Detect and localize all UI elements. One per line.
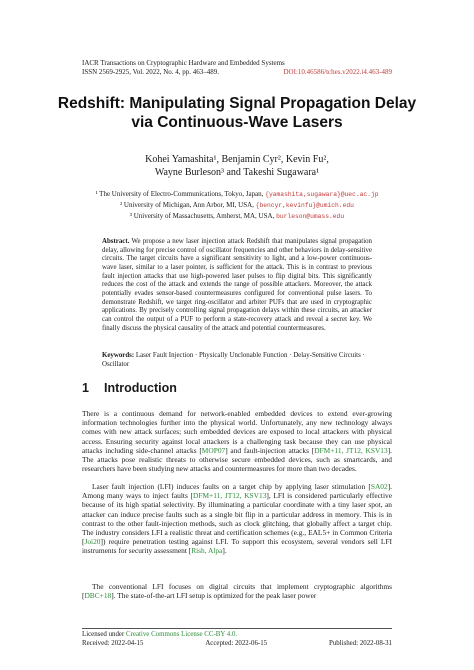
paragraph-text: Laser fault injection (LFI) induces faults on a target chip by applying laser stimulation [	[92, 482, 371, 491]
paragraph-text: ].	[222, 546, 227, 556]
affiliation-3: ³ University of Massachusetts, Amherst, MA, USA, burleson@umass.edu	[129, 212, 345, 220]
abstract-label: Abstract.	[102, 238, 130, 245]
doi-link[interactable]: DOI:10.46586/tches.v2022.i4.463-489	[283, 68, 392, 76]
citation-link[interactable]: MOP07	[201, 445, 226, 455]
paragraph	[82, 582, 392, 600]
citation-link[interactable]: DFM+11, JT12, KSV13	[314, 445, 388, 455]
section-title: Introduction	[104, 381, 177, 395]
affiliations	[40, 189, 434, 222]
received-date: Received: 2022-04-15	[82, 640, 144, 647]
keywords-label: Keywords:	[102, 352, 135, 359]
citation-link[interactable]: Joi20	[84, 537, 101, 547]
paragraph-text: ]. The state-of-the-art LFI setup is optimized for the peak laser power	[111, 591, 317, 601]
authors-line-1: Kohei Yamashita¹, Benjamin Cyr², Kevin Fu²,	[145, 154, 329, 165]
paragraph-text: ]. Among many ways to inject faults [	[82, 482, 392, 501]
footer-rule	[82, 628, 392, 629]
section-number: 1	[82, 381, 89, 395]
authors-line-2: Wayne Burleson³ and Takeshi Sugawara¹	[154, 167, 320, 178]
paragraph	[82, 409, 392, 473]
keywords	[102, 352, 372, 369]
author-list	[40, 153, 434, 179]
email-link[interactable]: burleson@umass.edu	[276, 213, 345, 220]
citation-link[interactable]: DBC+18	[84, 591, 112, 601]
title-line-2: via Continuous-Wave Lasers	[131, 114, 343, 131]
published-date: Published: 2022-08-31	[329, 640, 392, 647]
paragraph-text: There is a continuous demand for network-enabled embedded devices to extend ever-growing information technologies further into the physical world. Unfortunately, any new technology always comes with new attack surfaces; such embedded devices are exposed to local attackers with physical access. Ensuring security against local attackers is a challenging task because they can use physical attacks including side-channel attacks [	[82, 409, 392, 455]
section-heading	[82, 381, 177, 395]
paragraph-text: The conventional LFI focuses on digital circuits that implement cryptographic algorithms [	[82, 582, 392, 601]
abstract-text: We propose a new laser injection attack Redshift that manipulates signal propagation delay, allowing for precise control of oscillator frequencies and other behaviors in delay-sensitive circuits. The target circuits have a significant sensitivity to light, and a low-power continuous-wave laser, similar to a laser pointer, is sufficient for the attack. This is in contrast to previous fault injection attacks that use high-powered laser pulses to flip digital bits. This significantly reduces the cost of the attack and extends the range of possible attackers. Moreover, the attack potentially evades sensor-based countermeasures configured for conventional pulse lasers. To demonstrate Redshift, we target ring-oscillator and arbiter PUFs that are used in cryptographic applications. By precisely controlling signal propagation delays within these circuits, an attacker can control the output of a PUF to perform a state-recovery attack and reveal a secret key. We finally discuss the physical causality of the attack and potential countermeasures.	[102, 238, 372, 332]
paragraph-text: ]) require penetration testing against LFI. To support this ecosystem, several vendors sell LFI instruments for security assessment [	[82, 537, 392, 556]
keywords-text: Laser Fault Injection · Physically Unclonable Function · Delay-Sensitive Circuits · Oscillator	[102, 352, 365, 368]
license-line: Licensed under Creative Commons License CC-BY 4.0.	[82, 631, 238, 638]
affiliation-1: ¹ The University of Electro-Communications, Tokyo, Japan, {yamashita,sugawara}@uec.ac.jp	[95, 190, 379, 198]
citation-link[interactable]: SA02	[370, 482, 388, 491]
accepted-date: Accepted: 2022-06-15	[205, 640, 268, 647]
title-line-1: Redshift: Manipulating Signal Propagation Delay	[57, 95, 417, 112]
journal-name: IACR Transactions on Cryptographic Hardware and Embedded Systems	[82, 59, 285, 67]
affiliation-2: ² University of Michigan, Ann Arbor, MI, USA, {bencyr,kevinfu}@umich.edu	[120, 201, 354, 209]
paragraph-text: ]. The attacks pose realistic threats to otherwise secure embedded devices, such as smartcards, and researchers have been studying new attacks and countermeasures for more than two decades.	[82, 445, 392, 474]
paragraph-text: ], LFI is considered particularly effective because of its high spatial selectivity. By illuminating a particular coordinate with a tiny laser spot, an attacker can induce precise faults such as a single bit flip in a particular address in memory. This is in contrast to the other fault-injection methods, such as clock glitching, that globally affect a target chip. The industry considers LFI a realistic threat and certification schemes (e.g., EAL5+ in Common Criteria [	[82, 491, 392, 547]
citation-link[interactable]: DFM+11, JT12, KSV13	[193, 491, 267, 501]
paragraph-text: ] and fault-injection attacks [	[225, 445, 315, 455]
abstract	[102, 238, 372, 333]
license-link[interactable]: Creative Commons License CC-BY 4.0.	[126, 631, 238, 638]
email-link[interactable]: {yamashita,sugawara}@uec.ac.jp	[265, 191, 379, 198]
journal-header	[82, 59, 285, 77]
journal-issue: ISSN 2569-2925, Vol. 2022, No. 4, pp. 463–489.	[82, 68, 220, 76]
email-link[interactable]: {bencyr,kevinfu}@umich.edu	[255, 202, 354, 209]
citation-link[interactable]: Rish, Alpa	[191, 546, 223, 556]
date-line	[82, 639, 392, 648]
paper-title	[40, 94, 434, 132]
paragraph	[82, 482, 392, 556]
